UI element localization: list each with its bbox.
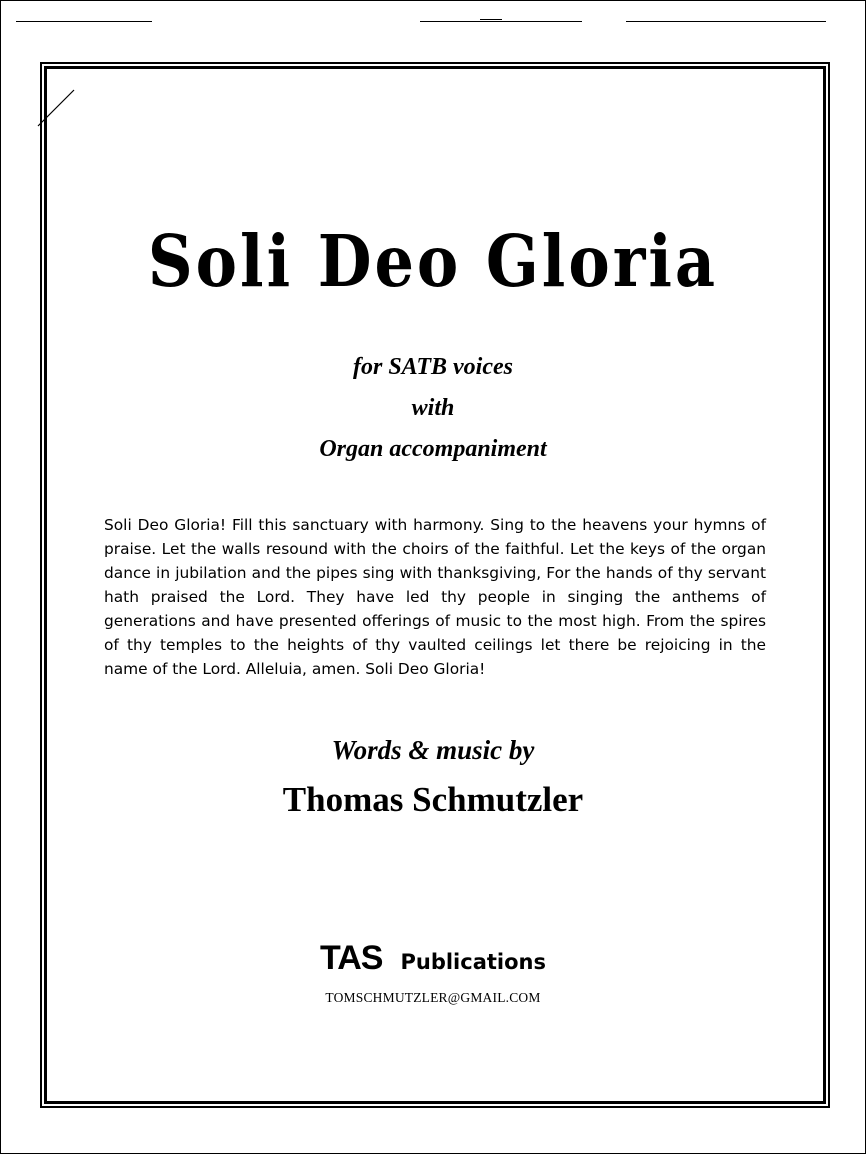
subtitle-accompaniment: Organ accompaniment	[319, 436, 547, 462]
scan-artifact-line	[480, 19, 502, 20]
cover-title: Soli Deo Gloria	[147, 219, 719, 304]
publisher-word: Publications	[400, 950, 546, 974]
publisher-line	[0, 938, 866, 984]
description-paragraph: Soli Deo Gloria! Fill this sanctuary with harmony. Sing to the heavens your hymns of praise. Let the walls resound with the choirs of the faithful. Let the keys of the organ dance in jubilation and the pipes sing with thanksgiving, For the hands of thy servant hath praised the Lord. They have led thy people in singing the anthems of generations and have presented offerings of music to the most high. From the spires of thy temples to the heights of thy vaulted ceilings let there be rejoicing in the name of the Lord. Alleluia, amen. Soli Deo Gloria!	[104, 516, 766, 678]
credit-label: Words & music by	[331, 735, 535, 765]
composer-name: Thomas Schmutzler	[282, 780, 584, 819]
publisher-logo-mark: TAS	[320, 939, 383, 977]
pen-stroke-mark	[36, 88, 78, 128]
scan-artifact-line	[16, 21, 152, 22]
subtitle-voices: for SATB voices	[353, 354, 513, 380]
scan-artifact-line	[626, 21, 826, 22]
contact-email: TOMSCHMUTZLER@GMAIL.COM	[325, 990, 541, 1005]
scan-artifact-line	[420, 21, 582, 22]
subtitle-with: with	[411, 395, 455, 421]
